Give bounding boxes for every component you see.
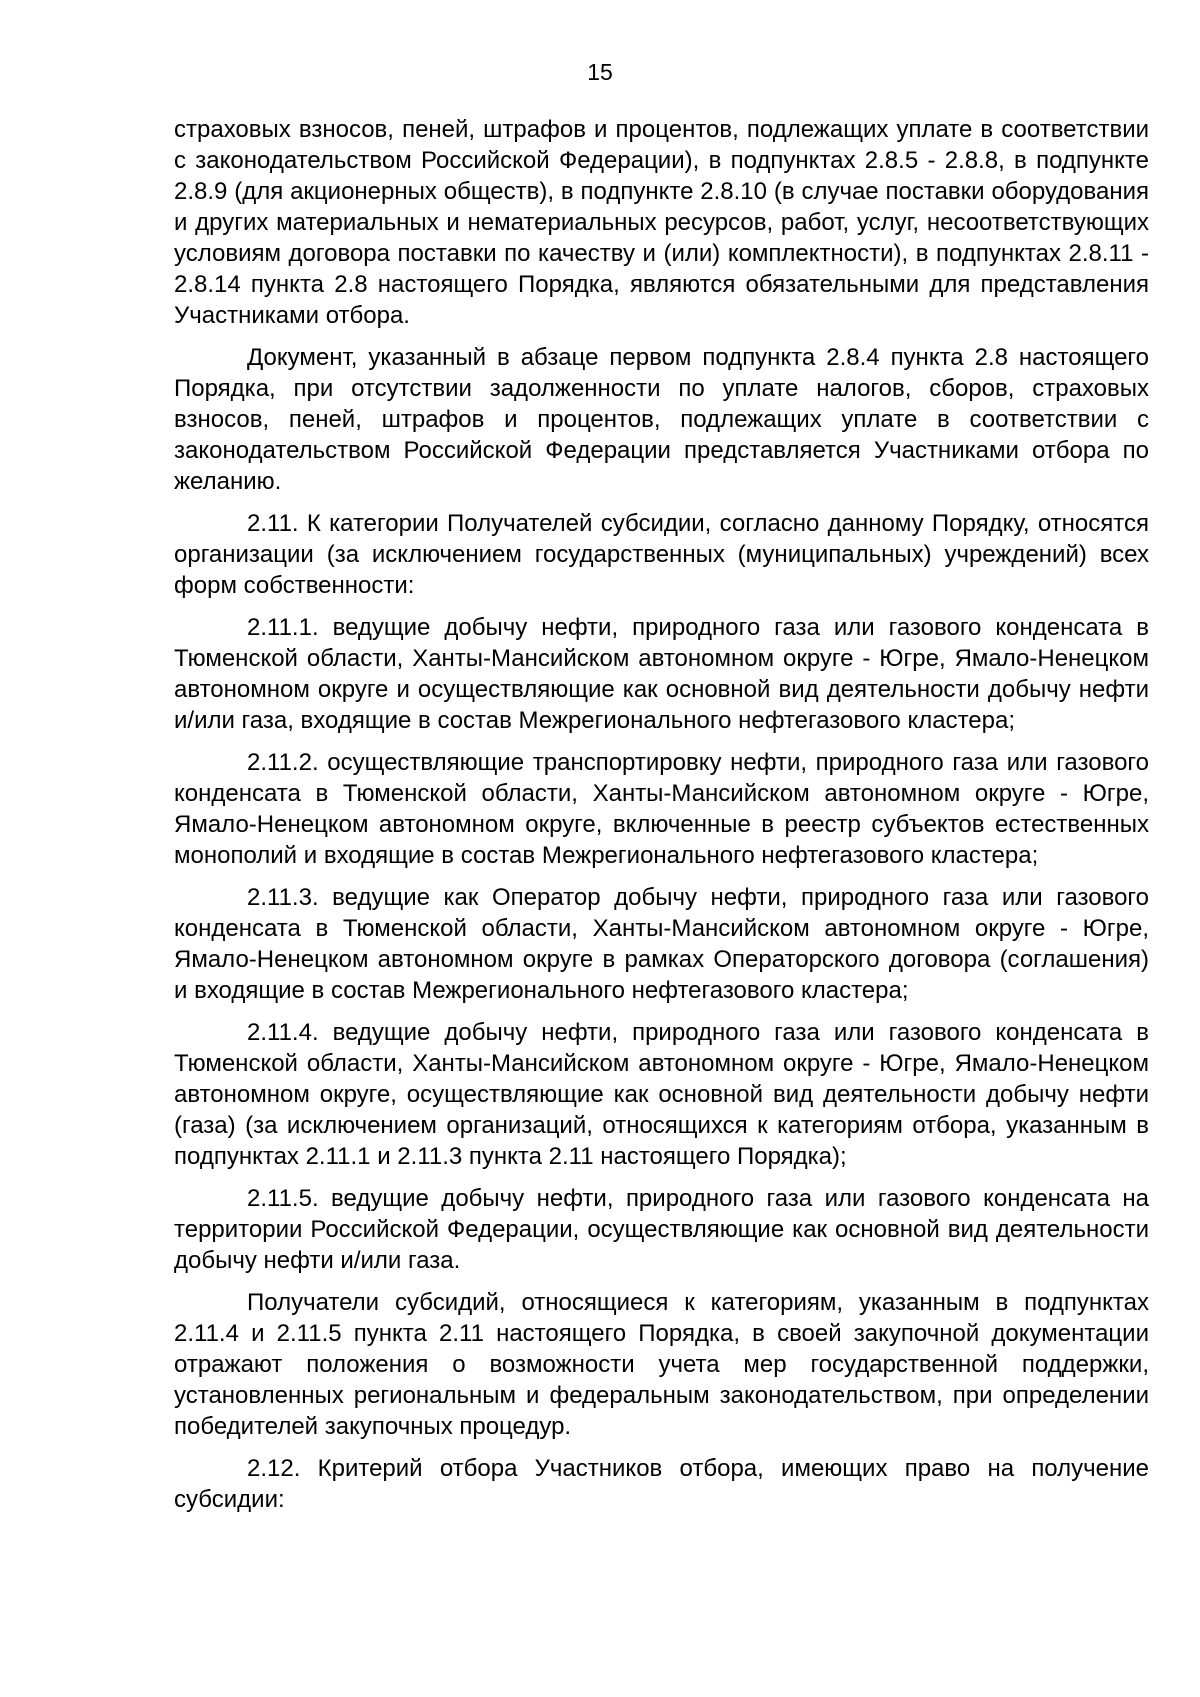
page-number: 15 xyxy=(587,59,613,85)
document-body xyxy=(174,114,1149,1526)
paragraph-document-note: Документ, указанный в абзаце первом подпункта 2.8.4 пункта 2.8 настоящего Порядка, при отсутствии задолженности по уплате налогов, сборов, страховых взносов, пеней, штрафов и процентов, подлежащих уплате в соответствии с законодательством Российской Федерации представляется Участниками отбора по желанию. xyxy=(174,344,1149,495)
paragraph-2-12: 2.12. Критерий отбора Участников отбора, имеющих право на получение субсидии: xyxy=(174,1455,1149,1513)
paragraph-continuation: страховых взносов, пеней, штрафов и процентов, подлежащих уплате в соответствии с законодательством Российской Федерации), в подпунктах 2.8.5 - 2.8.8, в подпункте 2.8.9 (для акционерных обществ), в подпункте 2.8.10 (в случае поставки оборудования и других материальных и нематериальных ресурсов, работ, услуг, несоответствующих условиям договора поставки по качеству и (или) комплектности), в подпунктах 2.8.11 - 2.8.14 пункта 2.8 настоящего Порядка, являются обязательными для представления Участниками отбора. xyxy=(174,116,1149,329)
paragraph-2-11-5: 2.11.5. ведущие добычу нефти, природного газа или газового конденсата на территории Российской Федерации, осуществляющие как основной вид деятельности добычу нефти и/или газа. xyxy=(174,1185,1149,1274)
paragraph-recipients-note: Получатели субсидий, относящиеся к категориям, указанным в подпунктах 2.11.4 и 2.11.5 пункта 2.11 настоящего Порядка, в своей закупочной документации отражают положения о возможности учета мер государственной поддержки, установленных региональным и федеральным законодательством, при определении победителей закупочных процедур. xyxy=(174,1289,1149,1440)
paragraph-2-11-4: 2.11.4. ведущие добычу нефти, природного газа или газового конденсата в Тюменской области, Ханты-Мансийском автономном округе - Югре, Ямало-Ненецком автономном округе, осуществляющие как основной вид деятельности добычу нефти (газа) (за исключением организаций, относящихся к категориям отбора, указанным в подпунктах 2.11.1 и 2.11.3 пункта 2.11 настоящего Порядка); xyxy=(174,1019,1149,1170)
paragraph-2-11: 2.11. К категории Получателей субсидии, согласно данному Порядку, относятся организации (за исключением государственных (муниципальных) учреждений) всех форм собственности: xyxy=(174,510,1149,599)
paragraph-2-11-3: 2.11.3. ведущие как Оператор добычу нефти, природного газа или газового конденсата в Тюменской области, Ханты-Мансийском автономном округе - Югре, Ямало-Ненецком автономном округе в рамках Операторского договора (соглашения) и входящие в состав Межрегионального нефтегазового кластера; xyxy=(174,884,1149,1004)
paragraph-2-11-2: 2.11.2. осуществляющие транспортировку нефти, природного газа или газового конденсата в Тюменской области, Ханты-Мансийском автономном округе - Югре, Ямало-Ненецком автономном округе, включенные в реестр субъектов естественных монополий и входящие в состав Межрегионального нефтегазового кластера; xyxy=(174,749,1149,869)
paragraph-2-11-1: 2.11.1. ведущие добычу нефти, природного газа или газового конденсата в Тюменской области, Ханты-Мансийском автономном округе - Югре, Ямало-Ненецком автономном округе и осуществляющие как основной вид деятельности добычу нефти и/или газа, входящие в состав Межрегионального нефтегазового кластера; xyxy=(174,614,1149,734)
